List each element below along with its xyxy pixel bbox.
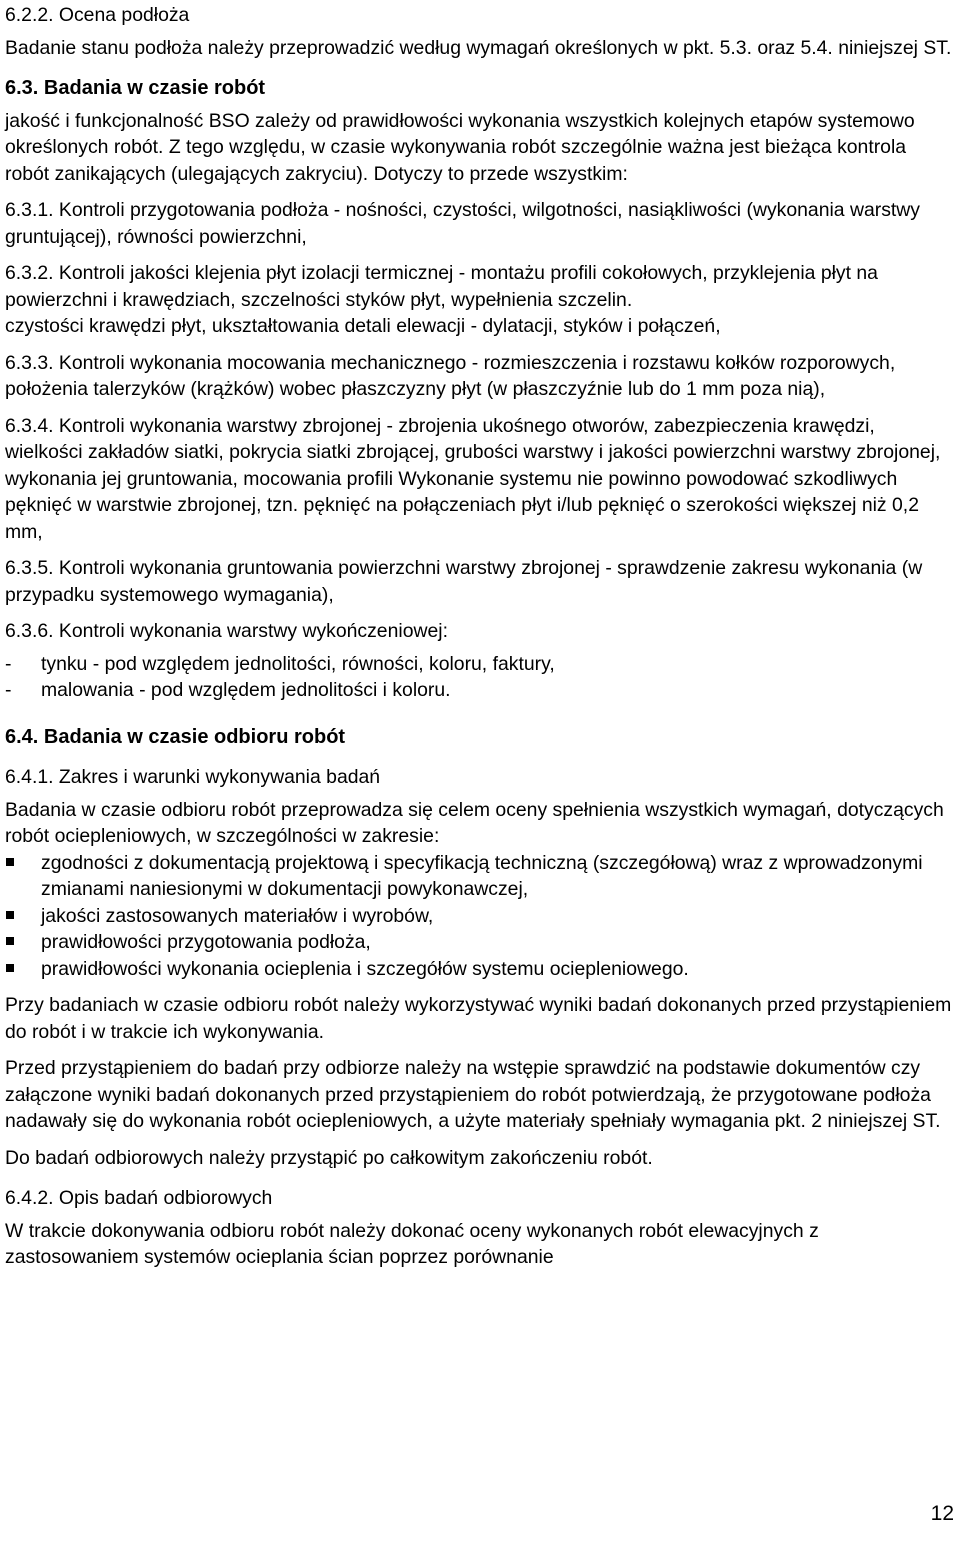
list-item xyxy=(5,929,953,956)
list-item xyxy=(5,956,953,983)
list-item xyxy=(5,651,953,678)
item-6-3-3: 6.3.3. Kontroli wykonania mocowania mechanicznego - rozmieszczenia i rozstawu kołków rozporowych, położenia talerzyków (krążków) wobec płaszczyzny płyt (w płaszczyźnie lub do 1 mm poza nią), xyxy=(5,351,896,400)
square-bullet-icon xyxy=(5,929,41,956)
list-item-text: tynku - pod względem jednolitości, równości, koloru, faktury, xyxy=(41,652,555,675)
dash-marker: - xyxy=(5,679,12,701)
dash-marker: - xyxy=(5,652,12,675)
paragraph-start-condition: Do badań odbiorowych należy przystąpić po całkowitym zakończeniu robót. xyxy=(5,1146,653,1169)
item-6-3-4: 6.3.4. Kontroli wykonania warstwy zbrojonej - zbrojenia ukośnego otworów, zabezpieczenia krawędzi, wielkości zakładów siatki, pokrycia siatki zbrojącej, grubości warstwy i jakości powierzchni warstwy zbrojonej, wykonania jej gruntowania, mocowania profili Wykonanie systemu nie powinno powodować szkodliwych pęknięć w warstwie zbrojonej, tzn. pęknięć na połączeniach płyt i/lub pęknięć o szerokości większej niż 0,2 mm, xyxy=(5,414,941,543)
list-item-text: zgodności z dokumentacją projektową i specyfikacją techniczną (szczegółową) wraz z wprowadzonymi zmianami naniesionymi w dokumentacji powykonawczej, xyxy=(41,851,923,900)
section-intro-6-3: jakość i funkcjonalność BSO zależy od prawidłowości wykonania wszystkich kolejnych etapów systemowo określonych robót. Z tego względu, w czasie wykonywania robót szczególnie ważna jest bieżąca kontrola robót zanikających (ulegających zakryciu). Dotyczy to przede wszystkim: xyxy=(5,109,915,185)
page-number: 12 xyxy=(930,1502,954,1525)
list-item xyxy=(5,850,953,903)
item-6-3-2: 6.3.2. Kontroli jakości klejenia płyt izolacji termicznej - montażu profili cokołowych, przyklejenia płyt na powierzchni i krawędziach, szczelności styków płyt, wypełnienia szczelin. xyxy=(5,262,878,311)
document-page xyxy=(5,0,953,1271)
item-6-3-5: 6.3.5. Kontroli wykonania gruntowania powierzchni warstwy zbrojonej - sprawdzenie zakresu wykonania (w przypadku systemowego wymagania), xyxy=(5,557,923,606)
list-item-text: malowania - pod względem jednolitości i koloru. xyxy=(41,679,451,701)
list-item-text: prawidłowości wykonania ocieplenia i szczegółów systemu ociepleniowego. xyxy=(41,957,689,980)
finish-layer-list xyxy=(5,651,953,704)
paragraph-acceptance-description: W trakcie dokonywania odbioru robót należy dokonać oceny wykonanych robót elewacyjnych z zastosowaniem systemów ocieplania ścian poprzez porównanie xyxy=(5,1219,819,1268)
section-intro-6-4-1: Badania w czasie odbioru robót przeprowadza się celem oceny spełnienia wszystkich wymagań, dotyczących robót ociepleniowych, w szczególności w zakresie: xyxy=(5,798,944,847)
item-6-3-2-continued: czystości krawędzi płyt, ukształtowania detali elewacji - dylatacji, styków i połączeń, xyxy=(5,315,721,337)
list-item-text: jakości zastosowanych materiałów i wyrobów, xyxy=(41,904,434,927)
item-6-3-6: 6.3.6. Kontroli wykonania warstwy wykończeniowej: xyxy=(5,620,448,642)
item-6-3-1: 6.3.1. Kontroli przygotowania podłoża - nośności, czystości, wilgotności, nasiąkliwości (wykonania warstwy gruntującej), równości powierzchni, xyxy=(5,199,920,248)
paragraph-results-use: Przy badaniach w czasie odbioru robót należy wykorzystywać wyniki badań dokonanych przed przystąpieniem do robót i w trakcie ich wykonywania. xyxy=(5,994,952,1043)
acceptance-scope-list xyxy=(5,850,953,983)
square-bullet-icon xyxy=(5,850,41,903)
subsection-heading-6-4-2: 6.4.2. Opis badań odbiorowych xyxy=(5,1187,273,1209)
square-bullet-icon xyxy=(5,956,41,983)
section-heading-6-4: 6.4. Badania w czasie odbioru robót xyxy=(5,725,346,748)
section-text-6-2-2: Badanie stanu podłoża należy przeprowadzić według wymagań określonych w pkt. 5.3. oraz 5.4. niniejszej ST. xyxy=(5,36,952,59)
paragraph-document-check: Przed przystąpieniem do badań przy odbiorze należy na wstępie sprawdzić na podstawie dokumentów czy załączone wyniki badań dokonanych przed przystąpieniem do robót potwierdzają, że przygotowane podłoża nadawały się do wykonania robót ociepleniowych, a użyte materiały spełniały wymagania pkt. 2 niniejszej ST. xyxy=(5,1057,941,1132)
list-item xyxy=(5,677,953,704)
list-item xyxy=(5,903,953,930)
square-bullet-icon xyxy=(5,903,41,930)
subsection-heading-6-4-1: 6.4.1. Zakres i warunki wykonywania badań xyxy=(5,766,381,788)
section-heading-6-2-2: 6.2.2. Ocena podłoża xyxy=(5,4,190,26)
section-heading-6-3: 6.3. Badania w czasie robót xyxy=(5,77,266,99)
list-item-text: prawidłowości przygotowania podłoża, xyxy=(41,931,371,953)
